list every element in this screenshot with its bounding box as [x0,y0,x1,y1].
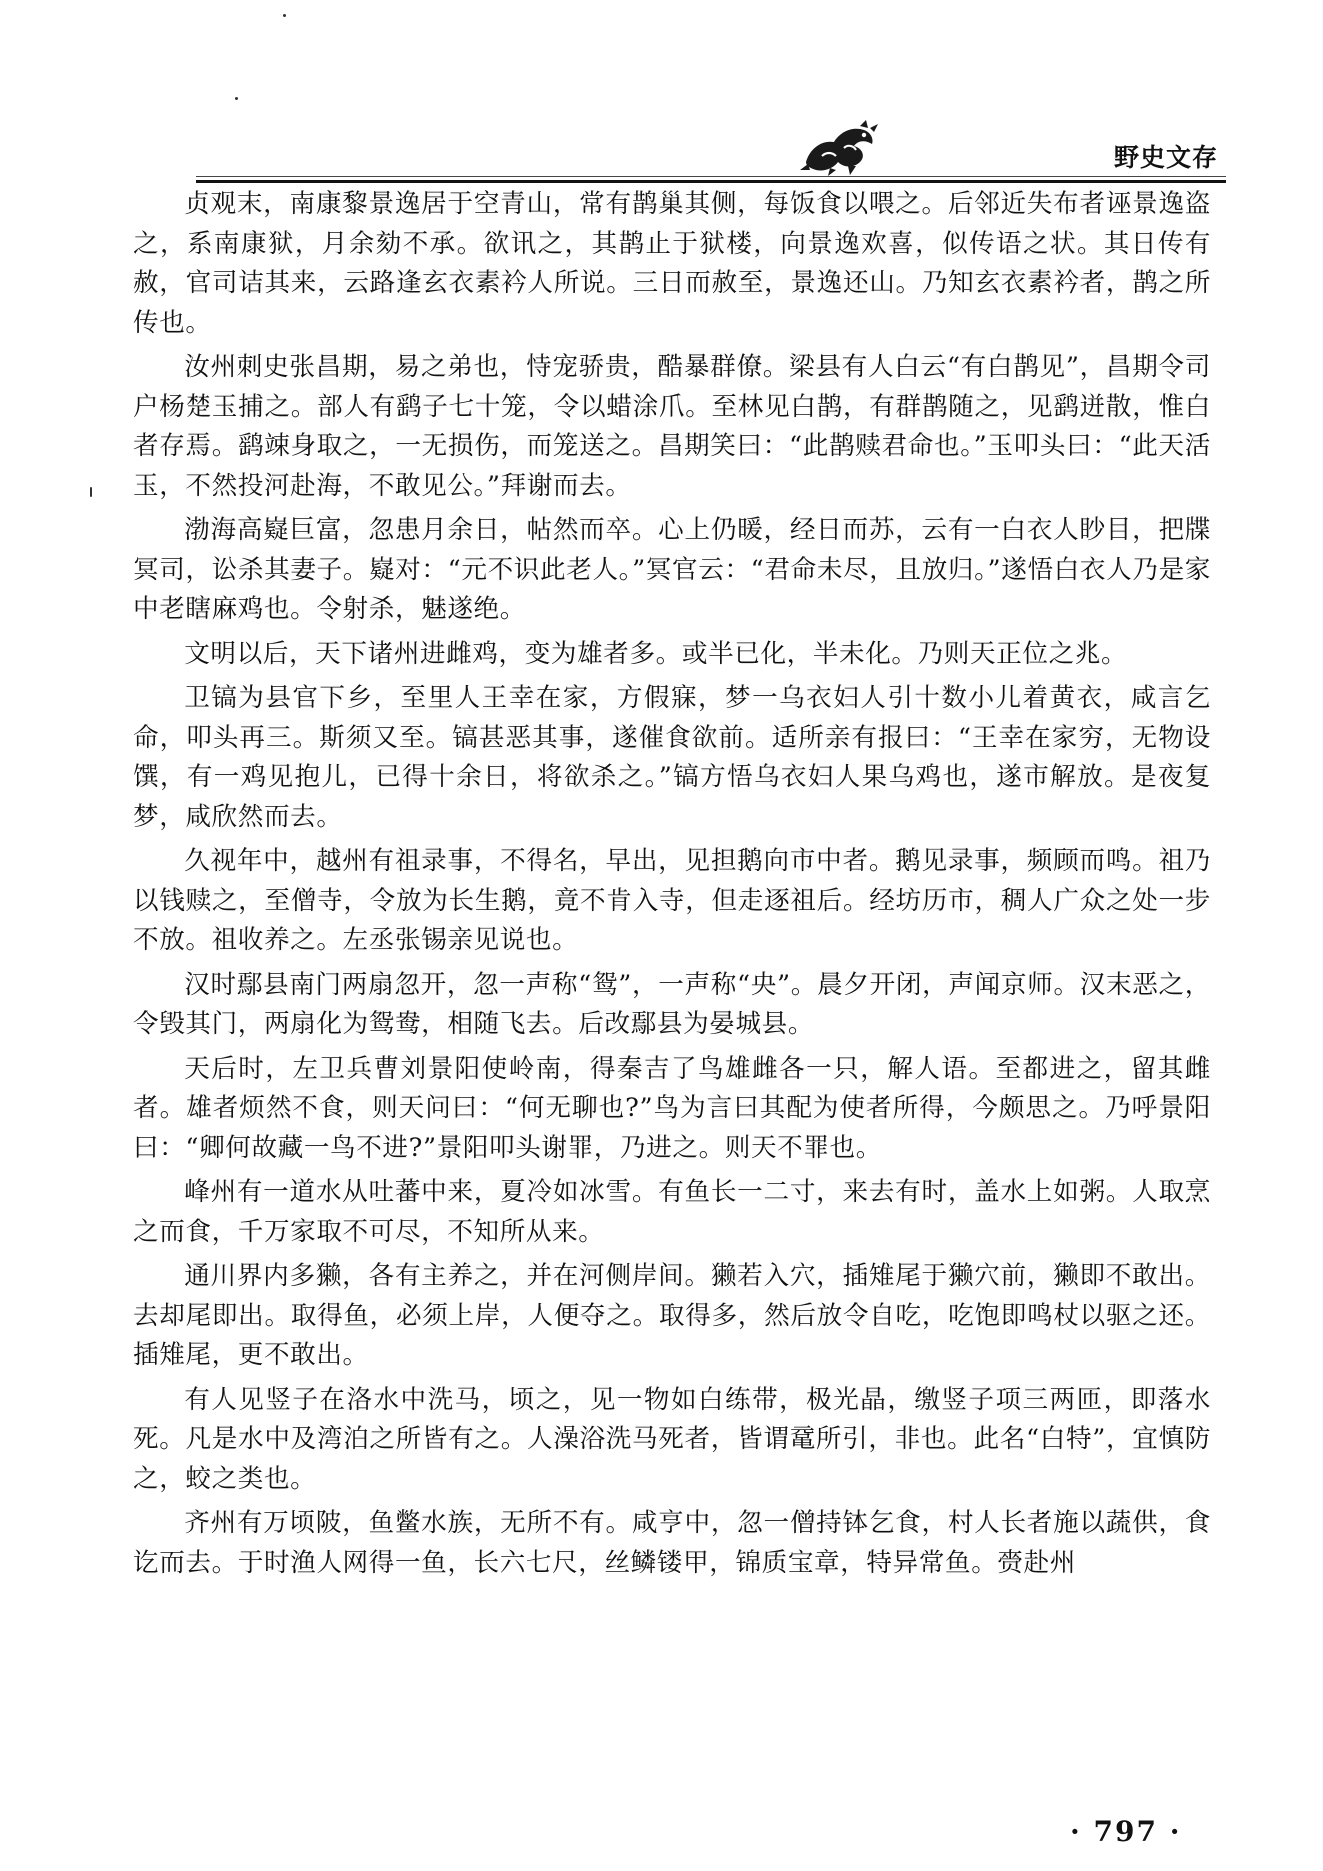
paragraph: 峰州有一道水从吐蕃中来，夏冷如冰雪。有鱼长一二寸，来去有时，盖水上如粥。人取烹之而食，千万家取不可尽，不知所从来。 [133,1177,1211,1247]
paragraph: 通川界内多獭，各有主养之，并在河侧岸间。獭若入穴，插雉尾于獭穴前，獭即不敢出。去却尾即出。取得鱼，必须上岸，人便夺之。取得多，然后放令自吃，吃饱即鸣杖以驱之还。插雉尾，更不敢出。 [133,1261,1211,1370]
scan-speck [283,14,286,17]
header-rule [196,180,1226,183]
scan-speck [235,97,238,100]
dragon-emblem-icon [800,118,880,176]
header-rule-thin [196,176,1226,177]
paragraph: 汉时鄢县南门两扇忽开，忽一声称“鸳”，一声称“央”。晨夕开闭，声闻京师。汉末恶之，令毁其门，两扇化为鸳鸯，相随飞去。后改鄢县为晏城县。 [133,969,1211,1039]
paragraph: 渤海高嶷巨富，忽患月余日，帖然而卒。心上仍暖，经日而苏，云有一白衣人眇目，把牒冥司，讼杀其妻子。嶷对：“元不识此老人。”冥官云：“君命未尽，且放归。”遂悟白衣人乃是家中老瞎麻鸡也。令射杀，魅遂绝。 [133,515,1211,624]
paragraph: 文明以后，天下诸州进雌鸡，变为雄者多。或半已化，半未化。乃则天正位之兆。 [184,638,1128,669]
paragraph: 有人见竖子在洛水中洗马，顷之，见一物如白练带，极光晶，缴竖子项三两匝，即落水死。凡是水中及湾泊之所皆有之。人澡浴洗马死者，皆谓鼋所引，非也。此名“白特”，宜慎防之，蛟之类也。 [133,1384,1211,1494]
scan-speck [90,487,92,497]
body-text [133,185,1211,1588]
paragraph: 齐州有万顷陂，鱼鳖水族，无所不有。咸亨中，忽一僧持钵乞食，村人长者施以蔬供，食讫而去。于时渔人网得一鱼，长六七尺，丝鳞镂甲，锦质宝章，特异常鱼。赍赴州 [133,1508,1211,1578]
page-number: · 797 · [1070,1815,1182,1848]
running-header [800,118,1224,182]
paragraph: 久视年中，越州有祖录事，不得名，早出，见担鹅向市中者。鹅见录事，频顾而鸣。祖乃以钱赎之，至僧寺，令放为长生鹅，竟不肯入寺，但走逐祖后。经坊历市，稠人广众之处一步不放。祖收养之。左丞张锡亲见说也。 [133,846,1211,955]
paragraph: 卫镐为县官下乡，至里人王幸在家，方假寐，梦一乌衣妇人引十数小儿着黄衣，咸言乞命，叩头再三。斯须又至。镐甚恶其事，遂催食欲前。适所亲有报曰：“王幸在家穷，无物设馔，有一鸡见抱儿，已得十余日，将欲杀之。”镐方悟乌衣妇人果乌鸡也，遂市解放。是夜复梦，咸欣然而去。 [133,683,1211,832]
paragraph: 贞观末，南康黎景逸居于空青山，常有鹊巢其侧，每饭食以喂之。后邻近失布者诬景逸盗之，系南康狱，月余劾不承。欲讯之，其鹊止于狱楼，向景逸欢喜，似传语之状。其日传有赦，官司诘其来，云路逢玄衣素衿人所说。三日而赦至，景逸还山。乃知玄衣素衿者，鹊之所传也。 [133,189,1211,338]
paragraph: 汝州刺史张昌期，易之弟也，恃宠骄贵，酷暴群僚。梁县有人白云“有白鹊见”，昌期令司户杨楚玉捕之。部人有鹞子七十笼，令以蜡涂爪。至林见白鹊，有群鹊随之，见鹞迸散，惟白者存焉。鹞竦身取之，一无损伤，而笼送之。昌期笑曰：“此鹊赎君命也。”玉叩头曰：“此天活玉，不然投河赴海，不敢见公。”拜谢而去。 [133,352,1211,501]
paragraph: 天后时，左卫兵曹刘景阳使岭南，得秦吉了鸟雄雌各一只，解人语。至都进之，留其雌者。雄者烦然不食，则天问曰：“何无聊也?”鸟为言曰其配为使者所得，今颇思之。乃呼景阳曰：“卿何故藏一鸟不进?”景阳叩头谢罪，乃进之。则天不罪也。 [133,1053,1211,1163]
series-title: 野史文存 [1113,143,1218,172]
